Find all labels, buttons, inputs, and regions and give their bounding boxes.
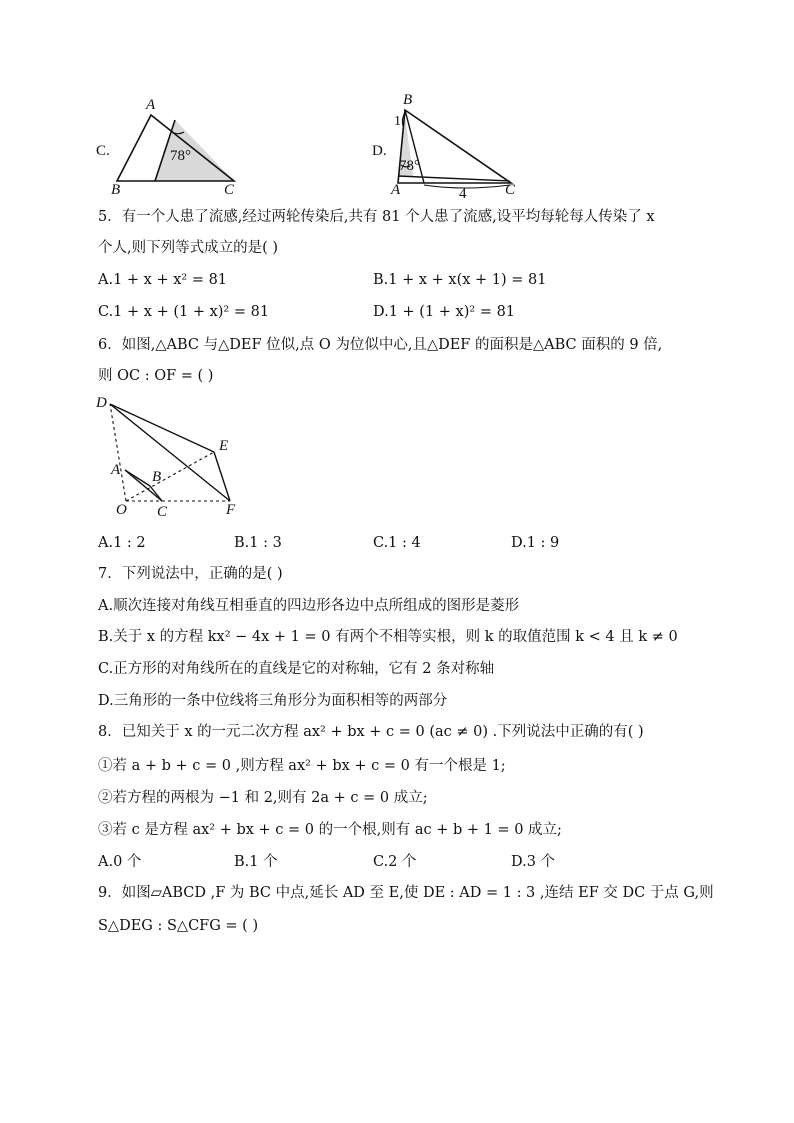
q5-option-d: D.1 + (1 + x)² = 81 xyxy=(373,304,516,320)
fig-d-label-c: C xyxy=(505,182,516,198)
q6-line-de xyxy=(110,404,214,452)
q6-fig-label-a: A xyxy=(111,462,121,478)
q8-option-d: D.3 个 xyxy=(511,854,556,870)
q5-option-b: B.1 + x + x(x + 1) = 81 xyxy=(373,272,547,288)
fig-d-side-ac: 4 xyxy=(459,186,467,202)
fig-c-label-b: B xyxy=(111,182,121,198)
q8-option-b: B.1 个 xyxy=(234,854,278,870)
q7-option-c: C.正方形的对角线所在的直线是它的对称轴，它有 2 条对称轴 xyxy=(98,661,495,677)
q5-option-a: A.1 + x + x² = 81 xyxy=(98,272,228,288)
q6-fig-label-f: F xyxy=(226,502,236,518)
q6-stem-line2: 则 OC : OF = ( ) xyxy=(98,368,214,384)
q8-statement-1: ①若 a + b + c = 0 ,则方程 ax² + bx + c = 0 有一个根是 1; xyxy=(98,758,506,774)
q6-figure xyxy=(0,0,794,530)
q5-option-c: C.1 + x + (1 + x)² = 81 xyxy=(98,304,270,320)
q7-option-d: D.三角形的一条中位线将三角形分为面积相等的两部分 xyxy=(98,693,448,709)
q6-fig-label-b: B xyxy=(152,469,162,485)
fig-d-label-b: B xyxy=(403,92,413,108)
q6-line-bc xyxy=(150,486,162,501)
fig-d-side-ab: 1 xyxy=(394,114,401,129)
q7-option-b: B.关于 x 的方程 kx² − 4x + 1 = 0 有两个不相等实根，则 k 的取值范围 k < 4 且 k ≠ 0 xyxy=(98,629,678,645)
fig-c-label-c: C xyxy=(224,182,235,198)
fig-c-label-a: A xyxy=(146,97,156,113)
fig-c-angle-label: 78° xyxy=(170,148,191,164)
q8-option-a: A.0 个 xyxy=(98,854,142,870)
q8-stem: 8．已知关于 x 的一元二次方程 ax² + bx + c = 0 (ac ≠ 0) .下列说法中正确的有( ) xyxy=(98,724,644,740)
q6-line-od xyxy=(110,404,126,501)
q8-statement-3: ③若 c 是方程 ax² + bx + c = 0 的一个根,则有 ac + b + 1 = 0 成立; xyxy=(98,822,562,838)
fig-d-angle-label: 78° xyxy=(399,158,420,174)
q5-stem-line1: 5．有一个人患了流感,经过两轮传染后,共有 81 个人患了流感,设平均每轮每人传染了 x xyxy=(98,209,655,225)
q8-option-c: C.2 个 xyxy=(373,854,417,870)
q6-fig-label-d: D xyxy=(96,395,107,411)
q9-stem-line1: 9．如图▱ABCD ,F 为 BC 中点,延长 AD 至 E,使 DE : AD = 1 : 3 ,连结 EF 交 DC 于点 G,则 xyxy=(98,885,714,901)
q8-statement-2: ②若方程的两根为 −1 和 2,则有 2a + c = 0 成立; xyxy=(98,790,428,806)
q7-stem: 7．下列说法中，正确的是( ) xyxy=(98,566,283,582)
q6-option-c: C.1 : 4 xyxy=(373,535,421,551)
fig-d-option-label: D. xyxy=(372,143,387,159)
q6-fig-label-o: O xyxy=(116,502,127,518)
q7-option-a: A.顺次连接对角线互相垂直的四边形各边中点所组成的图形是菱形 xyxy=(98,598,520,614)
q6-option-d: D.1 : 9 xyxy=(511,535,560,551)
q6-option-a: A.1 : 2 xyxy=(98,535,146,551)
q9-stem-line2: S△DEG : S△CFG = ( ) xyxy=(98,918,259,934)
q6-fig-label-e: E xyxy=(219,438,229,454)
q5-stem-line2: 个人,则下列等式成立的是( ) xyxy=(98,240,279,256)
fig-d-label-a: A xyxy=(391,182,401,198)
q6-stem-line1: 6．如图,△ABC 与△DEF 位似,点 O 为位似中心,且△DEF 的面积是△ABC 面积的 9 倍, xyxy=(98,337,663,353)
q6-fig-label-c: C xyxy=(157,504,168,520)
fig-c-option-label: C. xyxy=(96,143,110,159)
q6-option-b: B.1 : 3 xyxy=(234,535,282,551)
